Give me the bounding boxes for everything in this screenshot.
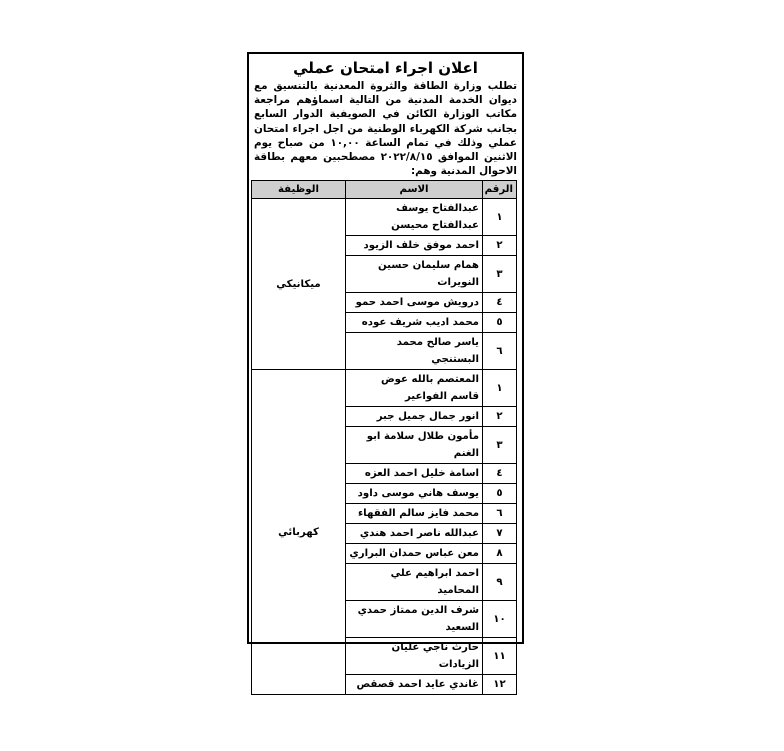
row-name: ياسر صالح محمد البستنجي [346,333,483,370]
header-number: الرقم [483,181,517,199]
row-name: شرف الدين ممتاز حمدي السعيد [346,601,483,638]
row-name: معن عباس حمدان البراري [346,544,483,564]
row-name: انور جمال جميل جبر [346,407,483,427]
row-number: ١٢ [483,675,517,695]
row-number: ٩ [483,564,517,601]
job-cell-electrician: كهربائي [252,370,346,695]
row-name: المعتصم بالله عوض قاسم الفواعير [346,370,483,407]
job-cell-mechanic: ميكانيكي [252,199,346,370]
table-row [252,370,517,407]
row-name: احمد موفق خلف الزيود [346,236,483,256]
header-job: الوظيفة [252,181,346,199]
row-number: ٧ [483,524,517,544]
row-name: همام سليمان حسين النويرات [346,256,483,293]
row-number: ٤ [483,293,517,313]
row-number: ١١ [483,638,517,675]
row-number: ٦ [483,333,517,370]
row-name: غاندي عايد احمد قصقص [346,675,483,695]
row-number: ١ [483,370,517,407]
row-name: يوسف هاني موسى داود [346,484,483,504]
row-number: ٢ [483,236,517,256]
row-number: ٣ [483,256,517,293]
table-header-row [252,181,517,199]
row-name: حارث ناجي عليان الزيادات [346,638,483,675]
announcement-box [247,52,524,691]
row-number: ٥ [483,484,517,504]
row-number: ٢ [483,407,517,427]
row-name: درويش موسى احمد حمو [346,293,483,313]
announcement-title: اعلان اجراء امتحان عملي [293,59,478,77]
row-number: ٥ [483,313,517,333]
row-number: ١٠ [483,601,517,638]
row-name: عبدالفتاح يوسف عبدالفتاح محيسن [346,199,483,236]
row-number: ٨ [483,544,517,564]
candidates-table [251,180,517,695]
header-name: الاسم [346,181,483,199]
table-row [252,199,517,236]
announcement-body: تطلب وزارة الطاقة والثروة المعدنية بالتنسيق مع ديوان الخدمة المدنية من التالية اسماؤهم مراجعة مكاتب الوزارة الكائن في الصويفية الدوار السابع بجانب شركة الكهرباء الوطنية من اجل اجراء امتحان عملي وذلك في تمام الساعة ١٠,٠٠ من صباح يوم الاثنين الموافق ٢٠٢٢/٨/١٥ مصطحبين معهم بطاقة الاحوال المدنية وهم: [254,80,518,178]
row-number: ١ [483,199,517,236]
row-name: مأمون طلال سلامة ابو الغنم [346,427,483,464]
row-name: محمد اديب شريف عوده [346,313,483,333]
row-name: محمد فايز سالم الفقهاء [346,504,483,524]
row-name: اسامة خليل احمد العزه [346,464,483,484]
row-number: ٤ [483,464,517,484]
row-name: عبدالله ناصر احمد هندي [346,524,483,544]
row-number: ٣ [483,427,517,464]
row-number: ٦ [483,504,517,524]
row-name: احمد ابراهيم علي المحاميد [346,564,483,601]
